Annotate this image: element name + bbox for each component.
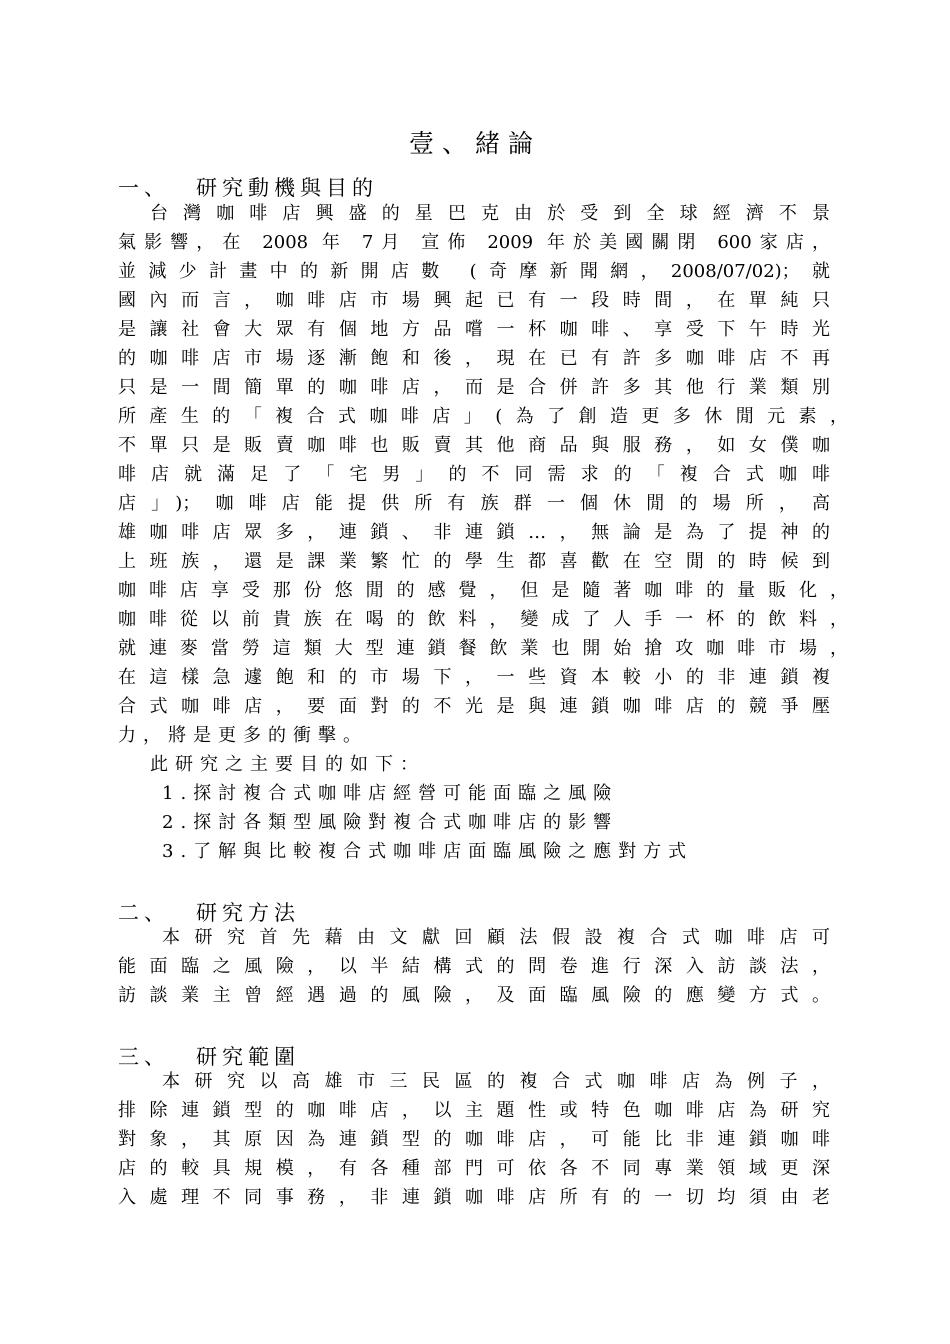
section-title: 研究範圍 (196, 1045, 300, 1069)
section-heading-method (118, 897, 300, 927)
section-number: 二、 (118, 901, 170, 925)
purpose-item: 1.探討複合式咖啡店經營可能面臨之風險 (162, 783, 619, 804)
paragraph-line: 台灣咖啡店興盛的星巴克由於受到全球經濟不景 (150, 203, 830, 224)
paragraph-line: 國內而言，咖啡店市場興起已有一段時間，在單純只 (118, 290, 830, 311)
paragraph-line: 不單只是販賣咖啡也販賣其他商品與服務，如女僕咖 (118, 435, 830, 456)
paragraph-line: 本研究以高雄市三民區的複合式咖啡店為例子， (162, 1071, 830, 1092)
paragraph-line: 氣影響，在 2008 年 7月 宣佈 2009 年於美國關閉 600家店， (118, 232, 830, 253)
paragraph-line: 只是一間簡單的咖啡店，而是合併許多其他行業類別 (118, 377, 830, 398)
paragraph-line: 合式咖啡店，要面對的不光是與連鎖咖啡店的競爭壓 (118, 696, 830, 717)
paragraph-line: 力，將是更多的衝擊。 (118, 725, 368, 746)
section-title: 研究動機與目的 (196, 176, 378, 200)
paragraph-line: 對象，其原因為連鎖型的咖啡店，可能比非連鎖咖啡 (118, 1129, 830, 1150)
purpose-item: 3.了解與比較複合式咖啡店面臨風險之應對方式 (162, 841, 694, 862)
section-title: 研究方法 (196, 901, 300, 925)
paragraph-line: 入處理不同事務，非連鎖咖啡店所有的一切均須由老 (118, 1187, 830, 1208)
paragraph-line: 咖啡從以前貴族在喝的飲料，變成了人手一杯的飲料， (118, 609, 848, 630)
purpose-item: 2.探討各類型風險對複合式咖啡店的影響 (162, 812, 619, 833)
page-title: 壹、緒論 (408, 129, 541, 158)
paragraph-line: 能面臨之風險，以半結構式的問卷進行深入訪談法， (118, 956, 830, 977)
paragraph-line: 就連麥當勞這類大型連鎖餐飲業也開始搶攻咖啡市場， (118, 638, 848, 659)
paragraph-line: 啡店就滿足了「宅男」的不同需求的「複合式咖啡 (118, 464, 830, 485)
paragraph-line: 所產生的「複合式咖啡店」(為了創造更多休閒元素， (118, 406, 848, 427)
paragraph-line: 在這樣急遽飽和的市場下，一些資本較小的非連鎖複 (118, 667, 830, 688)
paragraph-line: 的咖啡店市場逐漸飽和後，現在已有許多咖啡店不再 (118, 348, 830, 369)
paragraph-line: 上班族，還是課業繁忙的學生都喜歡在空閒的時候到 (118, 551, 830, 572)
paragraph-line: 並減少計畫中的新開店數 (奇摩新聞網，2008/07/02)；就 (118, 261, 830, 282)
paragraph-line: 雄咖啡店眾多，連鎖、非連鎖…，無論是為了提神的 (118, 522, 830, 543)
paragraph-line: 店的較具規模，有各種部門可依各不同專業領域更深 (118, 1158, 830, 1179)
section-heading-scope (118, 1041, 300, 1071)
paragraph-line: 排除連鎖型的咖啡店，以主題性或特色咖啡店為研究 (118, 1100, 830, 1121)
paragraph-line: 本研究首先藉由文獻回顧法假設複合式咖啡店可 (162, 927, 830, 948)
paragraph-line: 是讓社會大眾有個地方品嚐一杯咖啡、享受下午時光 (118, 319, 830, 340)
paragraph-line: 咖啡店享受那份悠閒的感覺，但是隨著咖啡的量販化， (118, 580, 848, 601)
paragraph-line: 店」)；咖啡店能提供所有族群一個休閒的場所，高 (118, 493, 830, 514)
section-number: 一、 (118, 176, 170, 200)
section-heading-motivation (118, 172, 378, 202)
purpose-intro: 此研究之主要目的如下： (150, 754, 425, 775)
paragraph-line: 訪談業主曾經遇過的風險，及面臨風險的應變方式。 (118, 985, 830, 1006)
section-number: 三、 (118, 1045, 170, 1069)
